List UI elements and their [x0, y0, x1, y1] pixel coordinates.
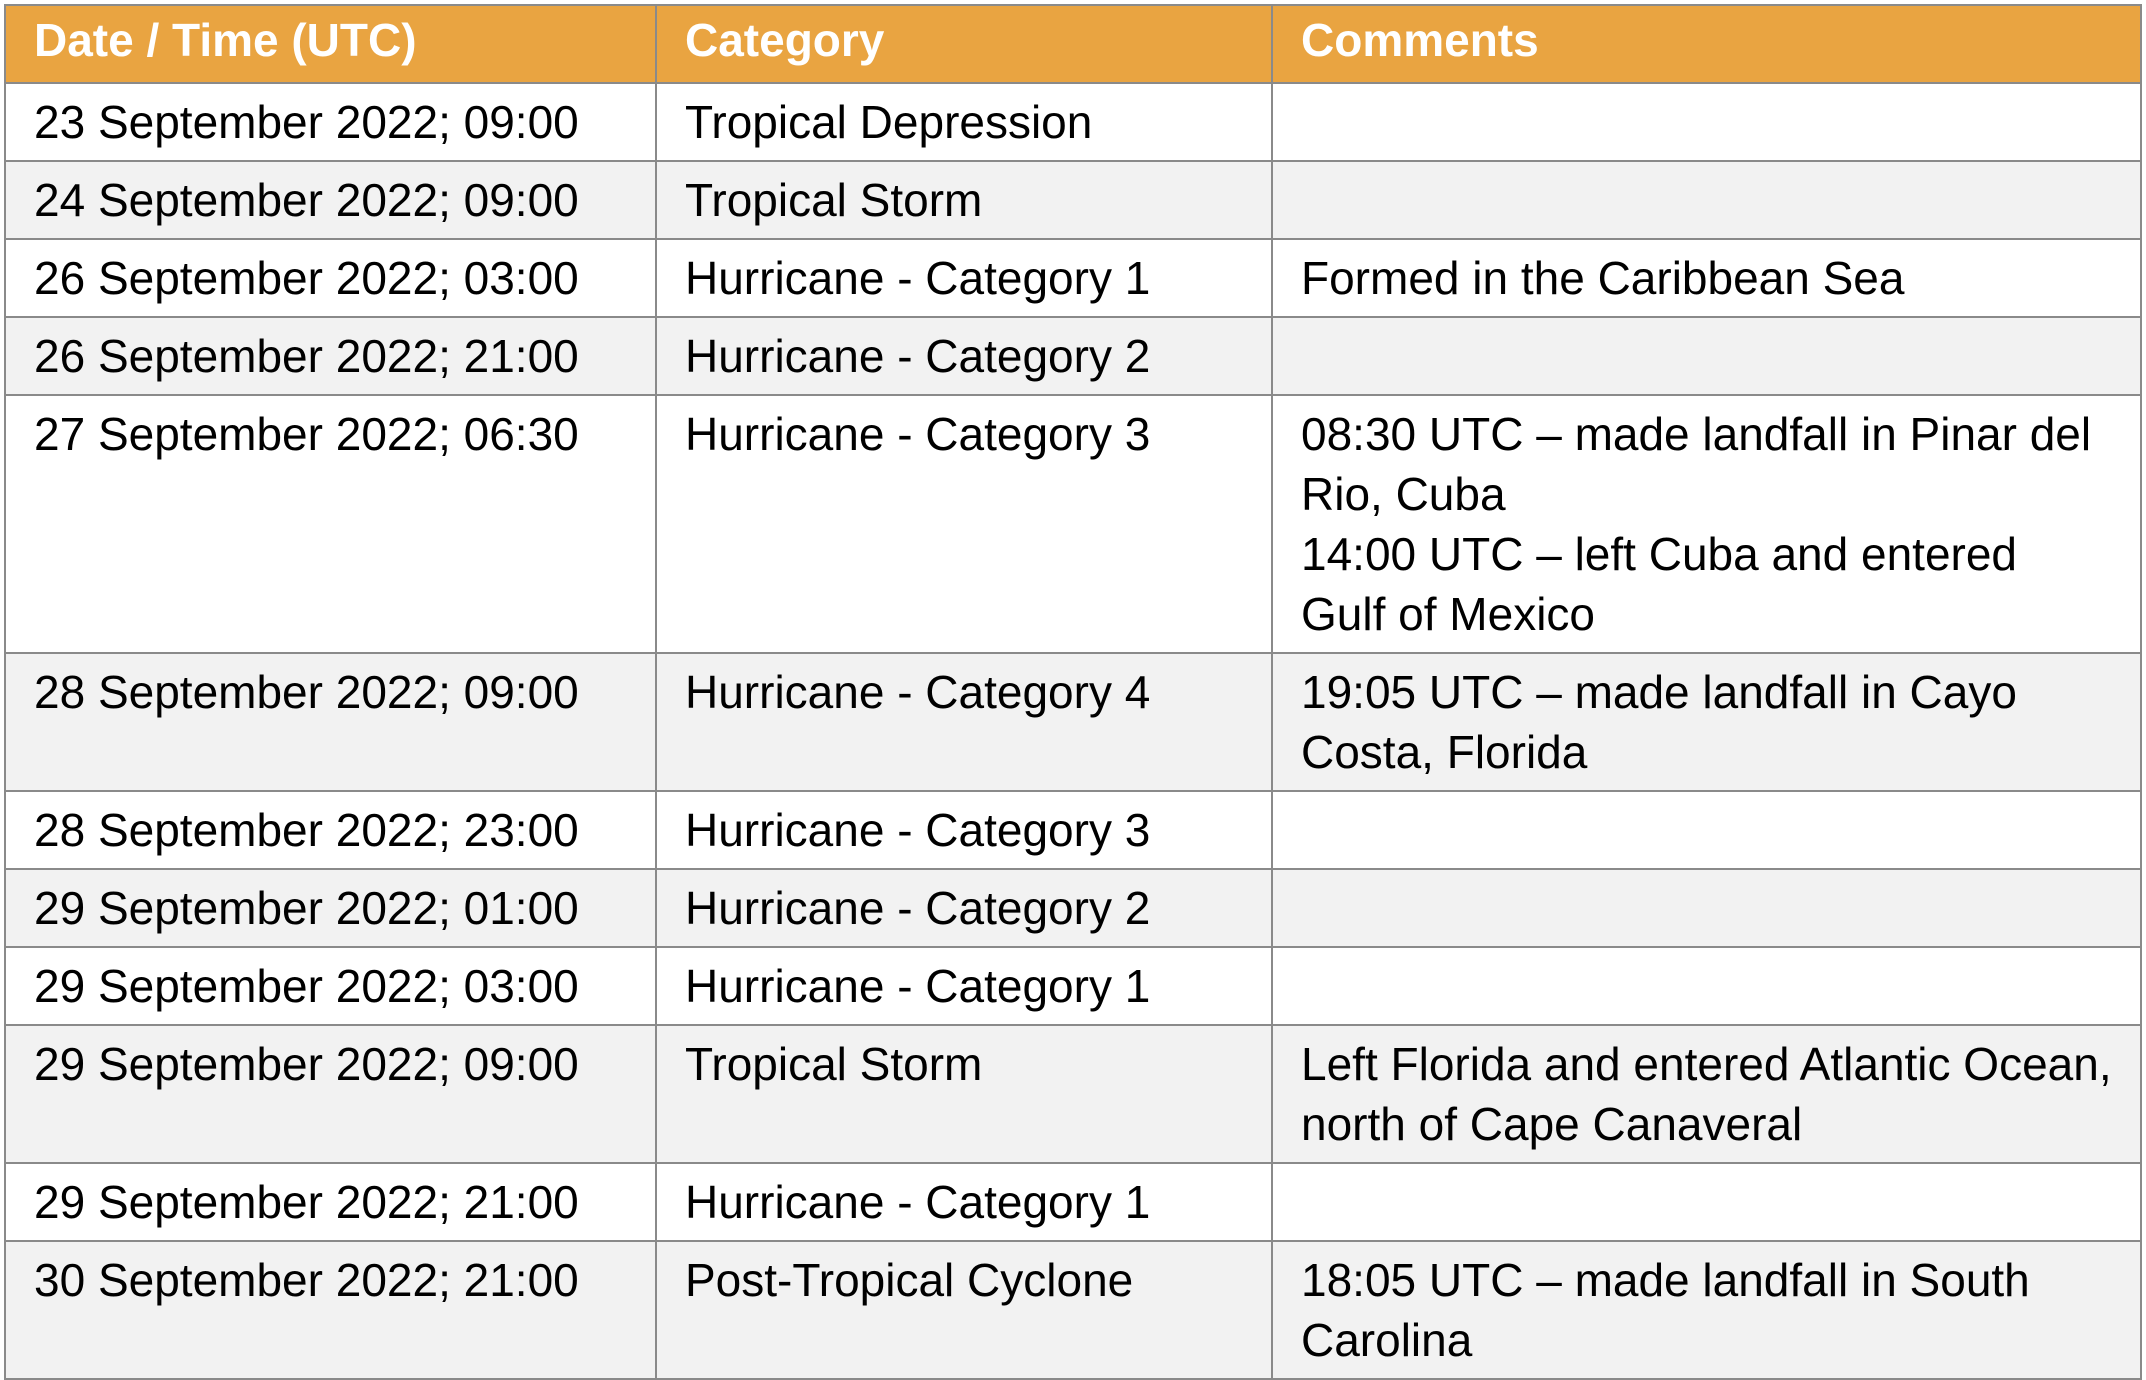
cell-datetime: 26 September 2022; 21:00 [5, 317, 656, 395]
cell-category: Hurricane - Category 2 [656, 317, 1272, 395]
cell-datetime: 29 September 2022; 03:00 [5, 947, 656, 1025]
table-row [5, 1241, 2141, 1379]
cell-datetime: 27 September 2022; 06:30 [5, 395, 656, 653]
cell-category: Tropical Storm [656, 161, 1272, 239]
table-row [5, 791, 2141, 869]
cell-comments [1272, 317, 2141, 395]
cell-comments: Formed in the Caribbean Sea [1272, 239, 2141, 317]
cell-datetime: 28 September 2022; 09:00 [5, 653, 656, 791]
cell-category: Tropical Depression [656, 83, 1272, 161]
header-row [5, 5, 2141, 83]
cell-category: Tropical Storm [656, 1025, 1272, 1163]
cell-comments [1272, 791, 2141, 869]
cell-comments [1272, 869, 2141, 947]
table-row [5, 161, 2141, 239]
cell-datetime: 30 September 2022; 21:00 [5, 1241, 656, 1379]
cell-datetime: 29 September 2022; 09:00 [5, 1025, 656, 1163]
cell-datetime: 29 September 2022; 01:00 [5, 869, 656, 947]
table-header [5, 5, 2141, 83]
cell-datetime: 23 September 2022; 09:00 [5, 83, 656, 161]
cell-datetime: 26 September 2022; 03:00 [5, 239, 656, 317]
table-row [5, 83, 2141, 161]
cell-category: Hurricane - Category 4 [656, 653, 1272, 791]
cell-comments [1272, 83, 2141, 161]
cell-category: Hurricane - Category 1 [656, 239, 1272, 317]
comment-line: 08:30 UTC – made landfall in Pinar del Rio, Cuba [1301, 408, 2092, 520]
table-row [5, 1163, 2141, 1241]
cell-category: Hurricane - Category 1 [656, 1163, 1272, 1241]
table-row [5, 1025, 2141, 1163]
cell-comments: Left Florida and entered Atlantic Ocean, north of Cape Canaveral [1272, 1025, 2141, 1163]
table-row [5, 239, 2141, 317]
cell-category: Hurricane - Category 2 [656, 869, 1272, 947]
header-datetime: Date / Time (UTC) [5, 5, 656, 83]
cell-comments [1272, 947, 2141, 1025]
cell-category: Hurricane - Category 3 [656, 791, 1272, 869]
cell-comments [1272, 1163, 2141, 1241]
storm-timeline-table [4, 4, 2142, 1380]
table-row [5, 869, 2141, 947]
table-row [5, 317, 2141, 395]
header-comments: Comments [1272, 5, 2141, 83]
header-category: Category [656, 5, 1272, 83]
cell-comments: 19:05 UTC – made landfall in Cayo Costa, Florida [1272, 653, 2141, 791]
table-row [5, 947, 2141, 1025]
cell-comments [1272, 395, 2141, 653]
cell-category: Hurricane - Category 3 [656, 395, 1272, 653]
cell-datetime: 29 September 2022; 21:00 [5, 1163, 656, 1241]
table-row [5, 653, 2141, 791]
table-row [5, 395, 2141, 653]
cell-category: Post-Tropical Cyclone [656, 1241, 1272, 1379]
cell-datetime: 24 September 2022; 09:00 [5, 161, 656, 239]
cell-comments [1272, 161, 2141, 239]
table-body [5, 83, 2141, 1379]
cell-comments: 18:05 UTC – made landfall in South Carolina [1272, 1241, 2141, 1379]
comment-line: 14:00 UTC – left Cuba and entered Gulf of Mexico [1301, 528, 2018, 640]
cell-datetime: 28 September 2022; 23:00 [5, 791, 656, 869]
cell-category: Hurricane - Category 1 [656, 947, 1272, 1025]
